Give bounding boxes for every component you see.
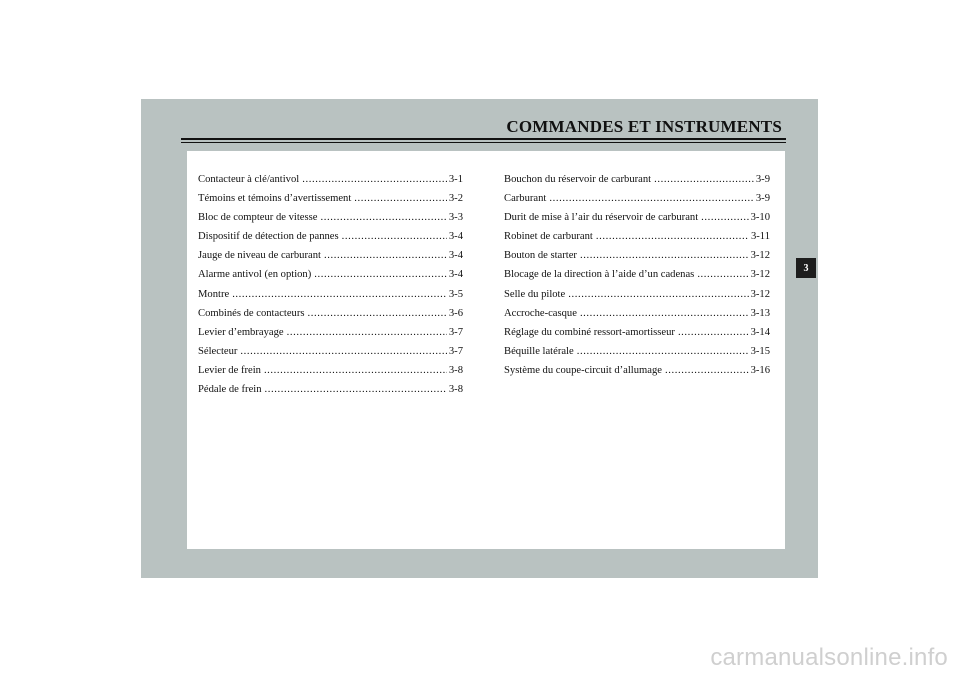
- toc-entry-label: Selle du pilote: [504, 288, 566, 300]
- header-rule-thin: [181, 142, 786, 143]
- toc-leader-dots: [324, 246, 447, 265]
- section-title: COMMANDES ET INSTRUMENTS: [506, 117, 782, 136]
- toc-entry-page: 3-4: [448, 231, 463, 243]
- toc-entry-page: 3-11: [750, 231, 770, 243]
- toc-leader-dots: [265, 380, 447, 399]
- toc-entry[interactable]: [504, 208, 770, 227]
- toc-leader-dots: [580, 246, 749, 265]
- manual-panel: [141, 99, 818, 578]
- toc-leader-dots: [240, 342, 446, 361]
- toc-entry-label: Témoins et témoins d’avertissement: [198, 193, 352, 205]
- toc-entry-page: 3-3: [448, 212, 463, 224]
- watermark: carmanualsonline.info: [710, 644, 948, 671]
- toc-entry-page: 3-8: [448, 384, 463, 396]
- toc-entry-label: Combinés de contacteurs: [198, 307, 305, 319]
- toc-entry-label: Réglage du combiné ressort-amortisseur: [504, 326, 675, 338]
- toc-entry-label: Système du coupe-circuit d’allumage: [504, 364, 662, 376]
- toc-entry-page: 3-12: [750, 288, 770, 300]
- toc-entry-page: 3-1: [448, 174, 463, 185]
- toc-entry-page: 3-6: [448, 307, 463, 319]
- toc-leader-dots: [302, 170, 447, 189]
- toc-leader-dots: [354, 189, 447, 208]
- toc-leader-dots: [549, 189, 754, 208]
- toc-column-left: [198, 170, 463, 399]
- toc-entry-label: Pédale de frein: [198, 384, 262, 396]
- toc-entry-page: 3-12: [750, 250, 770, 262]
- toc-leader-dots: [701, 208, 748, 227]
- toc-entry-label: Blocage de la direction à l’aide d’un cadenas: [504, 269, 695, 281]
- toc-entry-page: 3-9: [755, 174, 770, 185]
- toc-entry-label: Alarme antivol (en option): [198, 269, 312, 281]
- toc-leader-dots: [577, 342, 749, 361]
- toc-entry[interactable]: [504, 265, 770, 284]
- toc-entry[interactable]: [504, 170, 770, 189]
- toc-entry-page: 3-12: [750, 269, 770, 281]
- toc-entry-label: Sélecteur: [198, 345, 238, 357]
- toc-entry[interactable]: [198, 189, 463, 208]
- toc-entry-page: 3-5: [448, 288, 463, 300]
- toc-entry-label: Bouton de starter: [504, 250, 577, 262]
- toc-leader-dots: [580, 304, 749, 323]
- toc-entry[interactable]: [198, 342, 463, 361]
- toc-entry-page: 3-7: [448, 326, 463, 338]
- toc-entry[interactable]: [198, 227, 463, 246]
- toc-entry-label: Levier d’embrayage: [198, 326, 284, 338]
- toc-entry-page: 3-9: [755, 193, 770, 205]
- toc-entry[interactable]: [198, 170, 463, 189]
- toc-entry-label: Montre: [198, 288, 230, 300]
- toc-leader-dots: [342, 227, 447, 246]
- toc-entry[interactable]: [198, 246, 463, 265]
- toc-leader-dots: [568, 285, 748, 304]
- toc-entry-label: Carburant: [504, 193, 547, 205]
- toc-entry[interactable]: [198, 380, 463, 399]
- toc-leader-dots: [264, 361, 447, 380]
- toc-entry-page: 3-8: [448, 364, 463, 376]
- chapter-tab[interactable]: 3: [796, 258, 816, 278]
- toc-entry-page: 3-7: [448, 345, 463, 357]
- toc-entry[interactable]: [504, 342, 770, 361]
- toc-entry-page: 3-15: [750, 345, 770, 357]
- toc-entry-page: 3-13: [750, 307, 770, 319]
- toc-entry[interactable]: [504, 285, 770, 304]
- toc-leader-dots: [232, 285, 447, 304]
- toc-entry-label: Béquille latérale: [504, 345, 574, 357]
- toc-entry[interactable]: [198, 285, 463, 304]
- toc-entry-label: Robinet de carburant: [504, 231, 593, 243]
- toc-entry[interactable]: [198, 361, 463, 380]
- toc-entry-page: 3-10: [750, 212, 770, 224]
- toc-entry-label: Accroche-casque: [504, 307, 577, 319]
- toc-page: [187, 151, 785, 549]
- toc-entry[interactable]: [198, 323, 463, 342]
- toc-entry-page: 3-14: [750, 326, 770, 338]
- toc-entry[interactable]: [198, 304, 463, 323]
- toc-entry[interactable]: [198, 265, 463, 284]
- toc-leader-dots: [320, 208, 446, 227]
- toc-entry-label: Bouchon du réservoir de carburant: [504, 174, 652, 185]
- toc-entry-label: Bloc de compteur de vitesse: [198, 212, 318, 224]
- toc-entry-label: Dispositif de détection de pannes: [198, 231, 339, 243]
- toc-leader-dots: [665, 361, 749, 380]
- header-rule-thick: [181, 138, 786, 140]
- toc-entry-page: 3-4: [448, 269, 463, 281]
- toc-entry[interactable]: [504, 323, 770, 342]
- toc-column-right: [504, 170, 770, 380]
- toc-entry[interactable]: [504, 304, 770, 323]
- toc-leader-dots: [654, 170, 754, 189]
- toc-entry[interactable]: [504, 227, 770, 246]
- toc-leader-dots: [678, 323, 749, 342]
- toc-leader-dots: [697, 265, 748, 284]
- toc-entry[interactable]: [504, 361, 770, 380]
- toc-leader-dots: [596, 227, 749, 246]
- toc-entry[interactable]: [504, 189, 770, 208]
- toc-entry-label: Contacteur à clé/antivol: [198, 174, 300, 185]
- toc-entry-label: Levier de frein: [198, 364, 261, 376]
- toc-entry-page: 3-2: [448, 193, 463, 205]
- toc-entry-label: Jauge de niveau de carburant: [198, 250, 321, 262]
- toc-leader-dots: [314, 265, 447, 284]
- toc-entry-page: 3-16: [750, 364, 770, 376]
- toc-leader-dots: [308, 304, 447, 323]
- toc-leader-dots: [287, 323, 447, 342]
- toc-entry[interactable]: [198, 208, 463, 227]
- toc-entry[interactable]: [504, 246, 770, 265]
- toc-entry-page: 3-4: [448, 250, 463, 262]
- toc-entry-label: Durit de mise à l’air du réservoir de carburant: [504, 212, 699, 224]
